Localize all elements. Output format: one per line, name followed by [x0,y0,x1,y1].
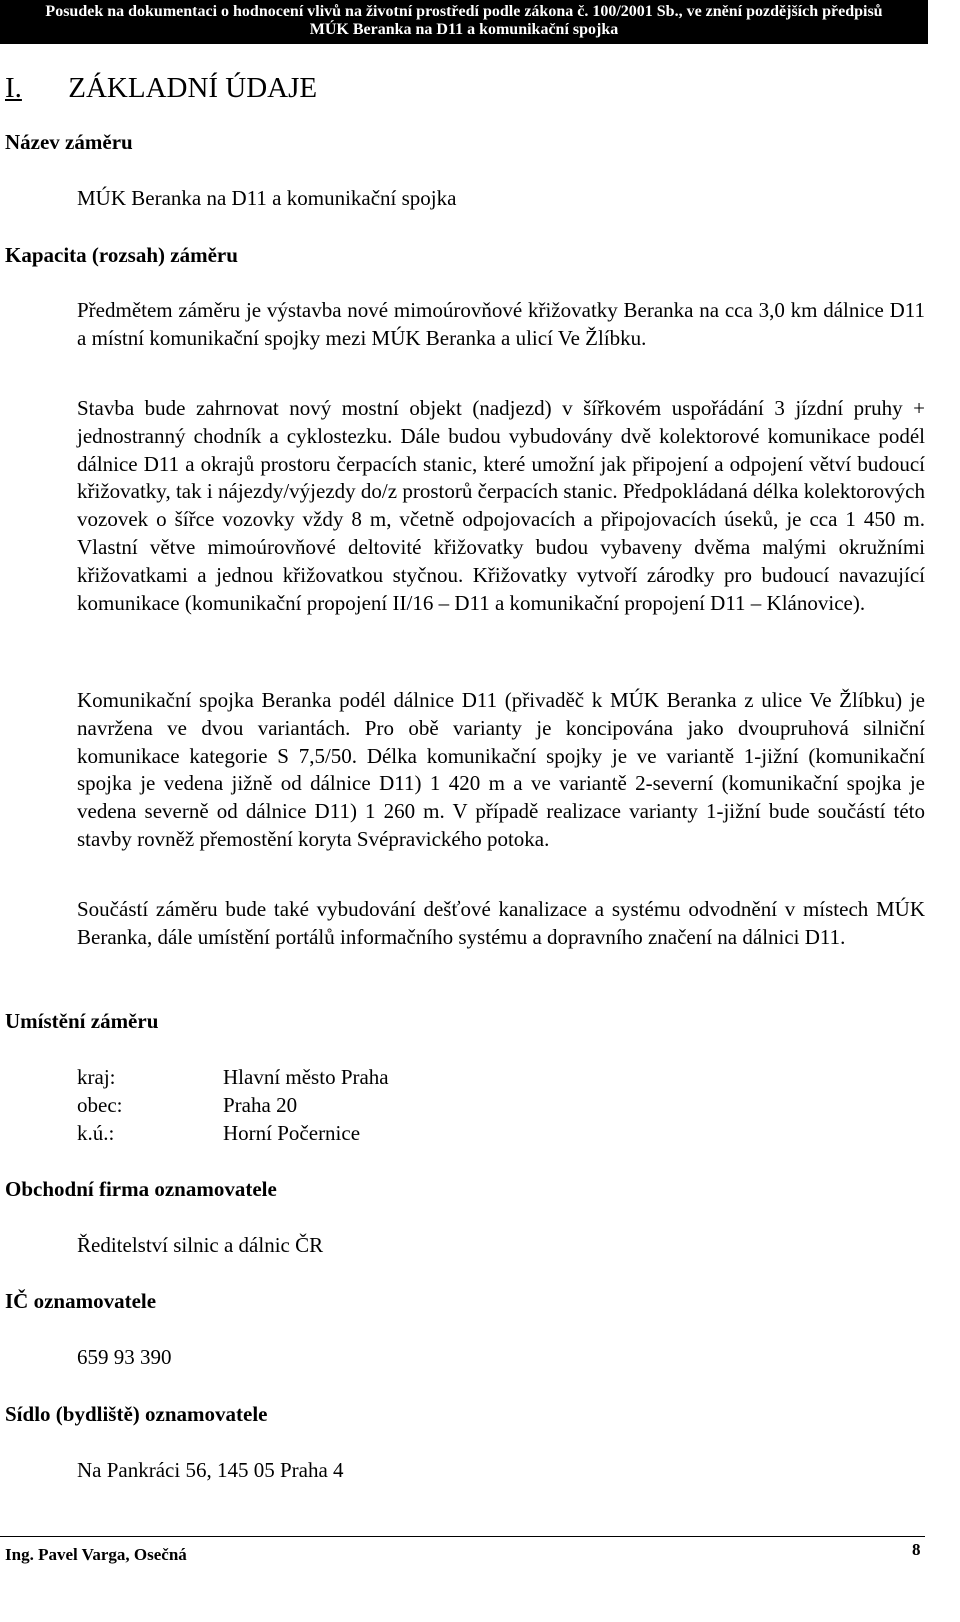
seat-address: Na Pankráci 56, 145 05 Praha 4 [77,1458,344,1482]
location-label: obec: [77,1093,123,1117]
ic-value: 659 93 390 [77,1345,172,1369]
company-name: Ředitelství silnic a dálnic ČR [77,1233,324,1257]
capacity-paragraph-3: Komunikační spojka Beranka podél dálnice D11 (přivaděč k MÚK Beranka z ulice Ve Žlíbku) je navržena ve dvou variantách. Pro obě varianty je koncipována jako dvoupruhová silniční komunikace kategorie S 7,5/50. Délka komunikační spojky je ve variantě 1-jižní (komunikační spojka je vedena jižně od dálnice D11) 1 420 m a ve variantě 2-severní (komunikační spojka je vedena severně od dálnice D11) 1 260 m. V případě realizace varianty 1-jižní bude součástí této stavby rovněž přemostění koryta Svépravického potoka. [77,688,925,851]
header-document-title: Posudek na dokumentaci o hodnocení vlivů na životní prostředí podle zákona č. 100/2001 Sb., ve znění pozdějších předpisů [45,3,883,20]
chapter-heading [5,72,317,105]
section-heading-capacity: Kapacita (rozsah) záměru [5,243,238,267]
chapter-number: I. [5,72,22,104]
project-name: MÚK Beranka na D11 a komunikační spojka [77,186,457,210]
header-project-title: MÚK Beranka na D11 a komunikační spojka [309,21,619,38]
location-value: Hlavní město Praha [223,1065,389,1089]
section-heading-ic: IČ oznamovatele [5,1289,157,1313]
location-label: k.ú.: [77,1121,115,1145]
location-row-cadastral [77,1121,360,1146]
chapter-title: ZÁKLADNÍ ÚDAJE [68,72,318,104]
footer-author: Ing. Pavel Varga, Osečná [5,1545,187,1564]
page-header [0,0,928,44]
section-heading-company: Obchodní firma oznamovatele [5,1177,277,1201]
capacity-paragraph-4: Součástí záměru bude také vybudování dešťové kanalizace a systému odvodnění v místech MÚK Beranka, dále umístění portálů informačního systému a dopravního značení na dálnici D11. [77,897,925,949]
section-heading-name: Název záměru [5,130,133,154]
location-row-region [77,1065,389,1090]
footer-divider [0,1536,925,1537]
capacity-paragraph-2: Stavba bude zahrnovat nový mostní objekt (nadjezd) v šířkovém uspořádání 3 jízdní pruhy + jednostranný chodník a cyklostezku. Dále budou vybudovány dvě kolektorové komunikace podél dálnice D11 a okrajů prostoru čerpacích stanic, které umožní jak připojení a odpojení větví budoucí křižovatky, tak i nájezdy/výjezdy do/z prostorů čerpacích stanic. Předpokládaná délka kolektorových vozovek o šířce vozovky vždy 8 m, včetně odpojovacích a připojovacích úseků, je cca 1 450 m. Vlastní větve mimoúrovňové deltovité křižovatky budou vybaveny dvěma malými okružními křižovatkami a jednou křižovatkou styčnou. Křižovatky vytvoří zárodky pro budoucí navazující komunikace (komunikační propojení II/16 – D11 a komunikační propojení D11 – Klánovice). [77,396,925,615]
location-value: Horní Počernice [223,1121,361,1145]
page-number: 8 [912,1540,921,1559]
section-heading-location: Umístění záměru [5,1009,159,1033]
section-heading-seat: Sídlo (bydliště) oznamovatele [5,1402,268,1426]
location-label: kraj: [77,1065,116,1089]
capacity-paragraph-1: Předmětem záměru je výstavba nové mimoúrovňové křižovatky Beranka na cca 3,0 km dálnice D11 a místní komunikační spojky mezi MÚK Beranka a ulicí Ve Žlíbku. [77,298,925,350]
location-value: Praha 20 [223,1093,298,1117]
location-row-municipality [77,1093,297,1118]
